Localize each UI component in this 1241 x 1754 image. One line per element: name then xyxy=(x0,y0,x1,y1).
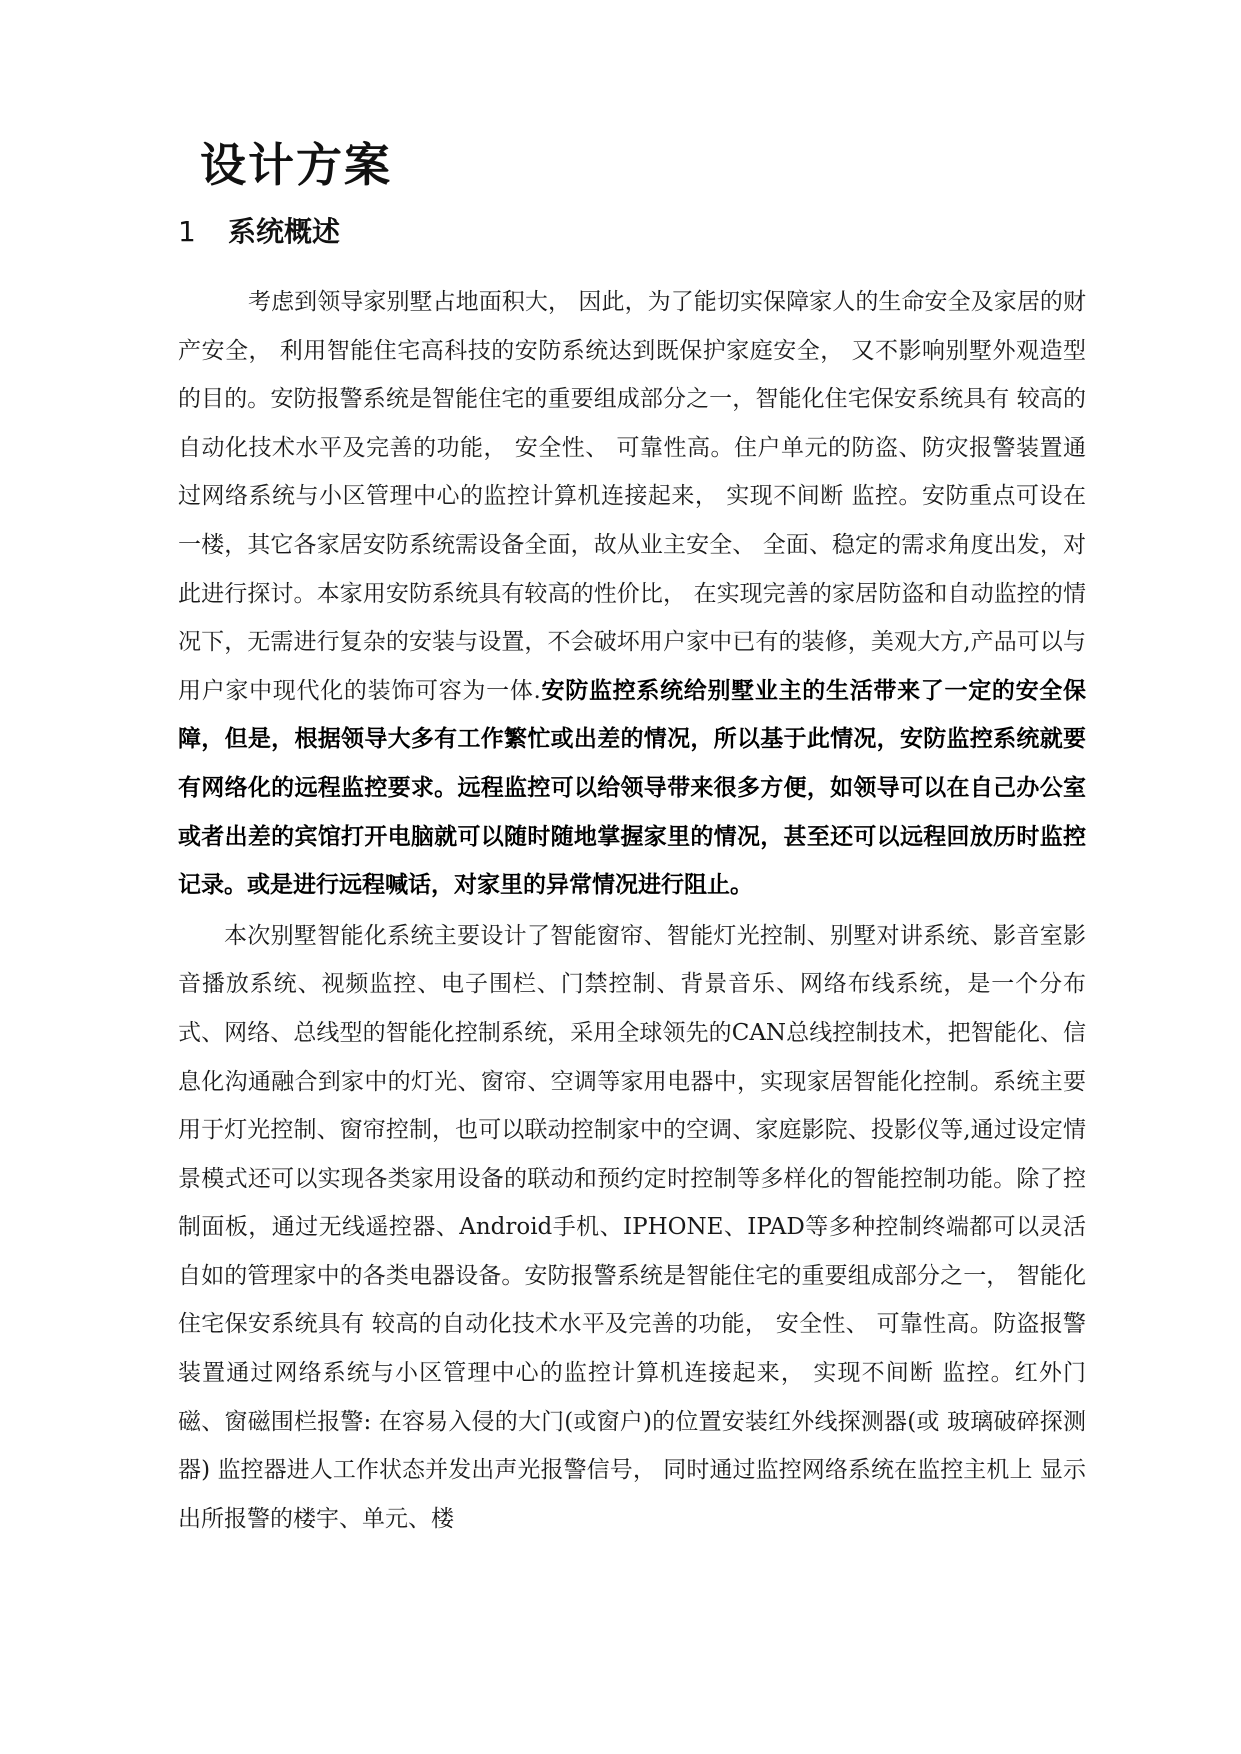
paragraph-system-design-text: 本次别墅智能化系统主要设计了智能窗帘、智能灯光控制、别墅对讲系统、影音室影音播放系统、视频监控、电子围栏、门禁控制、背景音乐、网络布线系统，是一个分布式、网络、总线型的智能化控制系统，采用全球领先的CAN总线控制技术，把智能化、信息化沟通融合到家中的灯光、窗帘、空调等家用电器中，实现家居智能化控制。系统主要用于灯光控制、窗帘控制，也可以联动控制家中的空调、家庭影院、投影仪等,通过设定情景模式还可以实现各类家用设备的联动和预约定时控制等多样化的智能控制功能。除了控制面板，通过无线遥控器、Android手机、IPHONE、IPAD等多种控制终端都可以灵活自如的管理家中的各类电器设备。安防报警系统是智能住宅的重要组成部分之一， 智能化住宅保安系统具有 较高的自动化技术水平及完善的功能， 安全性、 可靠性高。防盗报警装置通过网络系统与小区管理中心的监控计算机连接起来， 实现不间断 监控。红外门磁、窗磁围栏报警: 在容易入侵的大门(或窗户)的位置安装红外线探测器(或 玻璃破碎探测器) 监控器进人工作状态并发出声光报警信号， 同时通过监控网络系统在监控主机上 显示出所报警的楼宇、单元、楼 xyxy=(178,922,1086,1532)
body-text xyxy=(178,278,1086,1543)
section-heading xyxy=(178,212,340,252)
section-title: 系统概述 xyxy=(228,215,341,248)
paragraph-overview-emphasis: 安防监控系统给别墅业主的生活带来了一定的安全保障，但是，根据领导大多有工作繁忙或出差的情况，所以基于此情况，安防监控系统就要有网络化的远程监控要求。远程监控可以给领导带来很多方便，如领导可以在自己办公室或者出差的宾馆打开电脑就可以随时随地掌握家里的情况，甚至还可以远程回放历时监控记录。或是进行远程喊话，对家里的异常情况进行阻止。 xyxy=(178,676,1087,899)
paragraph-overview xyxy=(178,278,1086,910)
document-title: 设计方案 xyxy=(200,138,392,192)
paragraph-overview-text: 考虑到领导家别墅占地面积大， 因此，为了能切实保障家人的生命安全及家居的财产安全， 利用智能住宅高科技的安防系统达到既保护家庭安全， 又不影响别墅外观造型的目的。安防报警系统是智能住宅的重要组成部分之一，智能化住宅保安系统具有 较高的自动化技术水平及完善的功能， 安全性、 可靠性高。住户单元的防盗、防灾报警装置通过网络系统与小区管理中心的监控计算机连接起来， 实现不间断 监控。安防重点可设在一楼，其它各家居安防系统需设备全面，故从业主安全、 全面、稳定的需求角度出发，对此进行探讨。本家用安防系统具有较高的性价比， 在实现完善的家居防盗和自动监控的情 况下，无需进行复杂的安装与设置，不会破坏用户家中已有的装修，美观大方,产品可以与用户家中现代化的装饰可容为一体. xyxy=(178,289,1086,704)
section-number: 1 xyxy=(178,215,196,248)
paragraph-system-design xyxy=(178,912,1086,1544)
